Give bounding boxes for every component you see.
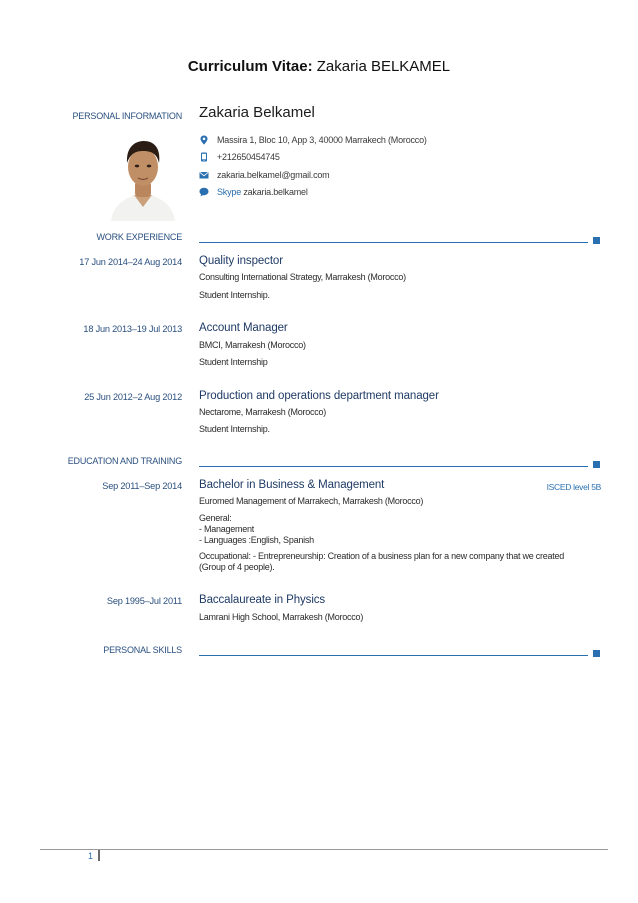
cv-title <box>0 58 638 75</box>
job-3-dates: 25 Jun 2012–2 Aug 2012 <box>84 392 182 402</box>
profile-photo-image <box>107 129 179 221</box>
education-1-organisation: Euromed Management of Marrakech, Marrakesh (Morocco) <box>199 496 424 506</box>
job-2-organisation: BMCI, Marrakesh (Morocco) <box>199 340 306 350</box>
education-1-dates: Sep 2011–Sep 2014 <box>102 481 182 491</box>
section-divider-line <box>199 655 588 656</box>
page-number-bar <box>98 850 100 861</box>
job-1-description: Student Internship. <box>199 290 270 300</box>
section-label-personal-skills: PERSONAL SKILLS <box>103 645 182 655</box>
section-label-education-and-training: EDUCATION AND TRAINING <box>67 456 182 466</box>
phone-text: +212650454745 <box>217 152 280 162</box>
education-1-general-item-2: - Languages :English, Spanish <box>199 535 314 545</box>
skype-label: Skype <box>217 187 242 197</box>
page-number: 1 <box>88 851 94 861</box>
envelope-icon <box>199 170 209 180</box>
mobile-phone-icon <box>199 152 209 162</box>
section-divider-line <box>199 466 588 467</box>
education-1-isced-level: ISCED level 5B <box>546 482 601 492</box>
job-2-description: Student Internship <box>199 357 268 367</box>
education-2-title: Baccalaureate in Physics <box>199 594 326 606</box>
address-text: Massira 1, Bloc 10, App 3, 40000 Marrakech (Morocco) <box>217 135 427 145</box>
section-divider-marker <box>593 650 600 657</box>
job-2-title: Account Manager <box>199 322 288 334</box>
skype-line <box>217 187 308 197</box>
job-3-title: Production and operations department manager <box>199 390 439 402</box>
job-1-title: Quality inspector <box>199 255 283 267</box>
footer-rule <box>40 849 608 850</box>
job-1-dates: 17 Jun 2014–24 Aug 2014 <box>79 257 182 267</box>
section-divider-marker <box>593 237 600 244</box>
job-3-organisation: Nectarome, Marrakesh (Morocco) <box>199 407 327 417</box>
cv-title-prefix: Curriculum Vitae: <box>187 58 313 75</box>
section-label-personal-information: PERSONAL INFORMATION <box>72 111 182 121</box>
education-1-general-item-1: - Management <box>199 524 255 534</box>
chat-bubble-icon <box>199 187 209 197</box>
section-divider-marker <box>593 461 600 468</box>
job-2-dates: 18 Jun 2013–19 Jul 2013 <box>83 324 182 334</box>
education-1-occupational-line-2: (Group of 4 people). <box>199 562 275 572</box>
education-1-occupational-line-1: Occupational: - Entrepreneurship: Creation of a business plan for a new company that we created <box>199 551 564 561</box>
job-3-description: Student Internship. <box>199 424 270 434</box>
job-1-organisation: Consulting International Strategy, Marrakesh (Morocco) <box>199 272 406 282</box>
email-link[interactable]: zakaria.belkamel@gmail.com <box>217 170 330 180</box>
candidate-name: Zakaria Belkamel <box>199 104 315 121</box>
location-pin-icon <box>199 135 209 145</box>
profile-photo <box>107 129 179 221</box>
education-1-title: Bachelor in Business & Management <box>199 479 385 491</box>
section-label-work-experience: WORK EXPERIENCE <box>96 232 182 242</box>
section-divider-line <box>199 242 588 243</box>
cv-title-name: Zakaria BELKAMEL <box>316 58 451 75</box>
skype-id: zakaria.belkamel <box>243 187 308 197</box>
education-2-dates: Sep 1995–Jul 2011 <box>106 596 182 606</box>
education-2-organisation: Lamrani High School, Marrakesh (Morocco) <box>199 612 364 622</box>
education-1-general-label: General: <box>199 513 232 523</box>
